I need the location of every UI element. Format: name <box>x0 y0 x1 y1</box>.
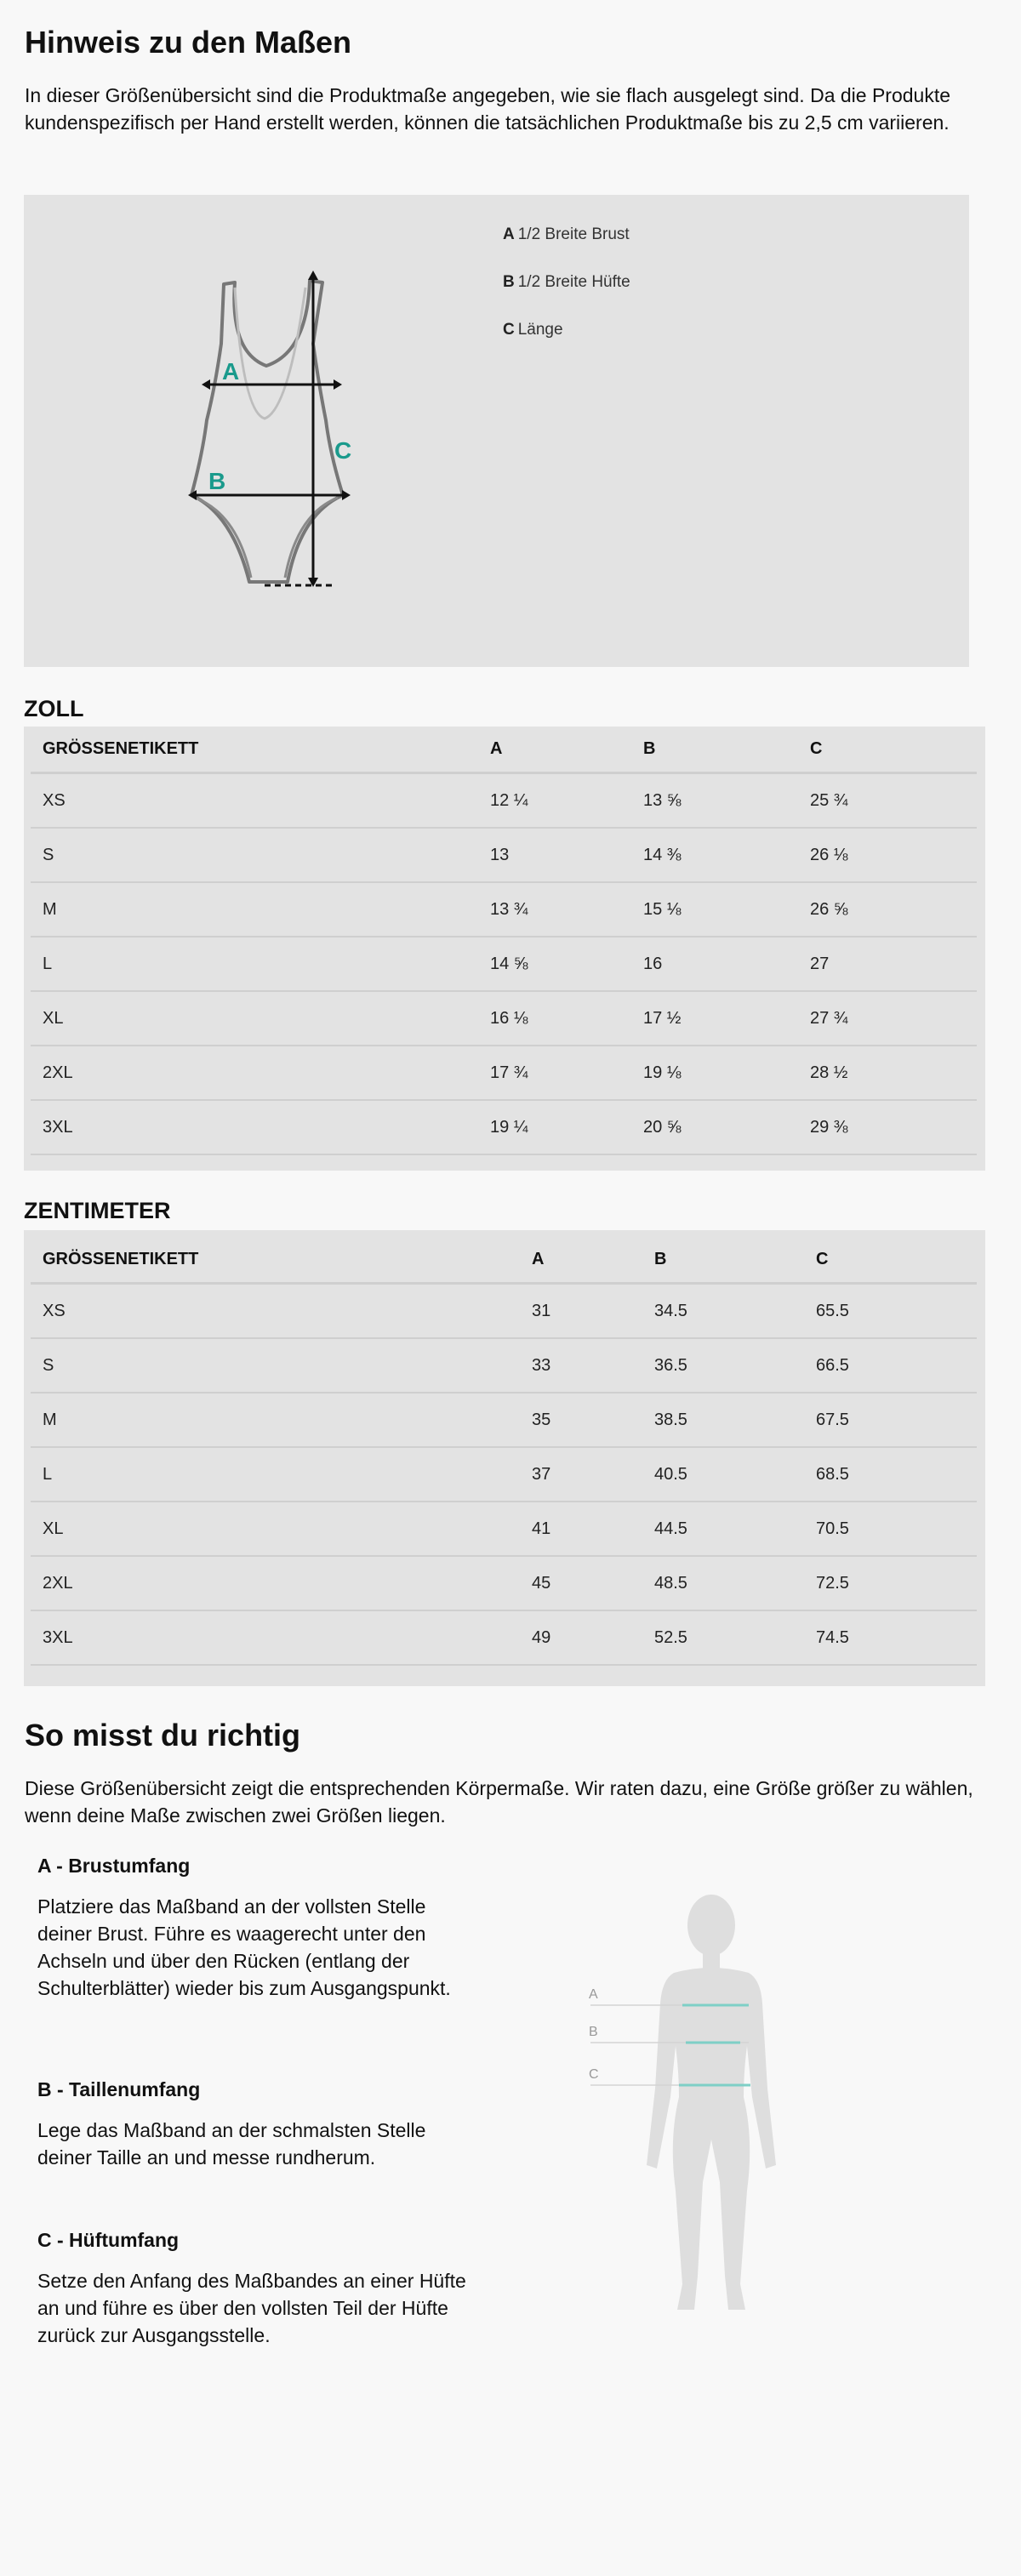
note-title: Hinweis zu den Maßen <box>25 25 352 60</box>
column-header-size: GRÖSSENETIKETT <box>31 1237 532 1284</box>
product-diagram-panel <box>24 195 969 667</box>
inch-size-table <box>31 727 977 1155</box>
figure-label-a: A <box>589 1987 598 2002</box>
table-row: M 13 ¾ 15 ⅛ 26 ⅝ <box>31 882 977 937</box>
column-header-c: C <box>816 1237 977 1284</box>
legend-item: A 1/2 Breite Brust <box>503 225 630 243</box>
table-header-row <box>31 1237 977 1284</box>
measure-text: Lege das Maßband an der schmalsten Stelle deiner Taille an und messe rundherum. <box>37 2119 426 2169</box>
legend-item: B 1/2 Breite Hüfte <box>503 273 630 291</box>
table-row: S 13 14 ⅜ 26 ⅛ <box>31 828 977 882</box>
table-row: L 14 ⅝ 16 27 <box>31 937 977 991</box>
column-header-b: B <box>643 727 810 773</box>
table-row: XS 12 ¼ 13 ⅝ 25 ¾ <box>31 773 977 829</box>
measure-title: C - Hüftumfang <box>37 2229 180 2251</box>
cm-table-panel <box>24 1230 985 1686</box>
measure-item-chest <box>37 1855 480 2002</box>
cm-table-title: ZENTIMETER <box>24 1198 171 1223</box>
measure-text: Platziere das Maßband an der vollsten Stelle deiner Brust. Führe es waagerecht unter den Achseln und über den Rücken (entlang der Schulterblätter) wieder bis zum Ausgangspunkt. <box>37 1895 451 1999</box>
howto-title: So misst du richtig <box>25 1718 301 1752</box>
cm-size-table <box>31 1237 977 1666</box>
measure-item-waist <box>37 2078 480 2171</box>
inch-table-panel <box>24 727 985 1171</box>
figure-label-b: B <box>589 2025 598 2039</box>
howto-intro: Diese Größenübersicht zeigt die entsprechenden Körpermaße. Wir raten dazu, eine Größe größer zu wählen, wenn deine Maße zwischen zwei Größen liegen. <box>25 1777 973 1827</box>
column-header-b: B <box>654 1237 816 1284</box>
diagram-label-a: A <box>222 358 240 385</box>
measure-item-hip <box>37 2229 480 2349</box>
measure-title: B - Taillenumfang <box>37 2078 201 2100</box>
column-header-a: A <box>490 727 643 773</box>
diagram-label-c: C <box>334 437 352 464</box>
column-header-c: C <box>810 727 977 773</box>
bodysuit-diagram <box>164 259 402 607</box>
measure-title: A - Brustumfang <box>37 1855 191 1877</box>
column-header-size: GRÖSSENETIKETT <box>31 727 490 773</box>
table-row: 3XL 49 52.5 74.5 <box>31 1610 977 1665</box>
table-row: 2XL 45 48.5 72.5 <box>31 1556 977 1610</box>
table-row: 3XL 19 ¼ 20 ⅝ 29 ⅜ <box>31 1100 977 1154</box>
note-text: In dieser Größenübersicht sind die Produktmaße angegeben, wie sie flach ausgelegt sind. Da die Produkte kundenspezifisch per Hand erstellt werden, können die tatsächlichen Produktmaße bis zu 2,5 cm variieren. <box>25 84 951 134</box>
column-header-a: A <box>532 1237 654 1284</box>
diagram-legend <box>503 225 630 368</box>
measure-text: Setze den Anfang des Maßbandes an einer Hüfte an und führe es über den vollsten Teil der Hüfte zurück zur Ausgangsstelle. <box>37 2270 466 2346</box>
table-row: M 35 38.5 67.5 <box>31 1393 977 1447</box>
table-row: XL 16 ⅛ 17 ½ 27 ¾ <box>31 991 977 1046</box>
table-row: XL 41 44.5 70.5 <box>31 1502 977 1556</box>
legend-item: C Länge <box>503 321 563 339</box>
table-header-row <box>31 727 977 773</box>
table-row: 2XL 17 ¾ 19 ⅛ 28 ½ <box>31 1046 977 1100</box>
figure-label-c: C <box>589 2067 599 2082</box>
inch-table-title: ZOLL <box>24 696 84 721</box>
body-silhouette-figure <box>579 1884 800 2327</box>
table-row: XS 31 34.5 65.5 <box>31 1284 977 1339</box>
table-row: S 33 36.5 66.5 <box>31 1338 977 1393</box>
table-row: L 37 40.5 68.5 <box>31 1447 977 1502</box>
diagram-label-b: B <box>208 468 226 494</box>
